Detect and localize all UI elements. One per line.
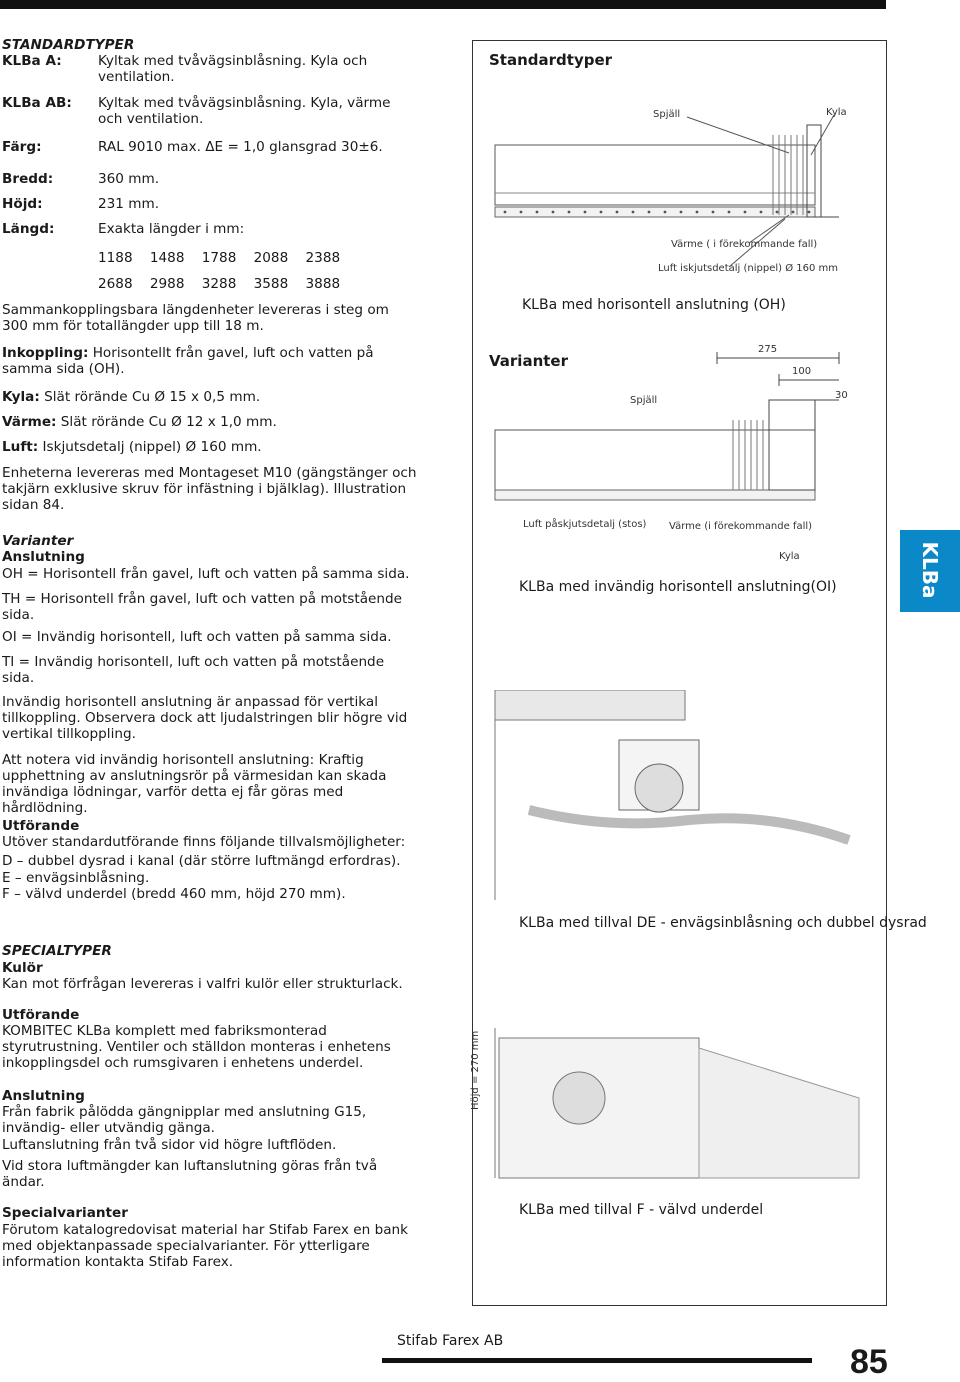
luft-nippel-label: Luft iskjutsdetalj (nippel) Ø 160 mm — [658, 263, 839, 274]
lengths-row-2: 2688 2988 3288 3588 3888 — [98, 276, 341, 292]
kyla-text: Slät rörände Cu Ø 15 x 0,5 mm. — [39, 389, 261, 405]
anslutning2-text2: Luftanslutning från två sidor vid högre luftflöden. — [2, 1137, 337, 1153]
invandig-note: Invändig horisontell anslutning är anpassad för vertikal tillkoppling. Observera dock att ljudalstringen blir högre vid vertikal tillkoppling. — [2, 694, 408, 742]
top-rule — [0, 0, 886, 9]
th-line: TH = Horisontell från gavel, luft och vatten på motstående sida. — [2, 591, 403, 623]
klba-a-label: KLBa A: — [2, 53, 62, 69]
oi-line: OI = Invändig horisontell, luft och vatten på samma sida. — [2, 629, 392, 645]
oi-diagram — [489, 340, 869, 520]
varme-paragraph — [2, 414, 418, 430]
ti-line: TI = Invändig horisontell, luft och vatten på motstående sida. — [2, 654, 385, 686]
langd-value: Exakta längder i mm: — [98, 221, 245, 237]
anslutning2-text1: Från fabrik pålödda gängnipplar med anslutning G15, invändig- eller utvändig gänga. — [2, 1104, 367, 1136]
luft-pask-label: Luft påskjutsdetalj (stos) — [523, 519, 647, 530]
utforande2-text: KOMBITEC KLBa komplett med fabriksmonterad styrutrustning. Ventiler och ställdon monteras i enhetens inkopplingsdel och rumsgivaren i enhetens underdel. — [2, 1023, 391, 1071]
standardtyper-label: Standardtyper — [489, 51, 613, 69]
footer-company: Stifab Farex AB — [397, 1333, 504, 1349]
caption-oh: KLBa med horisontell anslutning (OH) — [522, 297, 786, 313]
klba-ab-label: KLBa AB: — [2, 95, 72, 111]
bredd-label: Bredd: — [2, 171, 54, 187]
dim-30: 30 — [835, 390, 848, 401]
sammankoppling-text: Sammankopplingsbara längdenheter levereras i steg om 300 mm för totallängder upp till 18 m. — [2, 302, 389, 334]
enheterna-text: Enheterna levereras med Montageset M10 (gängstänger och takjärn exklusive skruv för infästning i bjälklag). Illustration sidan 84. — [2, 465, 417, 513]
luft-paragraph — [2, 439, 418, 455]
kyla-paragraph — [2, 389, 418, 405]
kulor-heading: Kulör — [2, 960, 43, 976]
de-illustration — [489, 690, 869, 910]
kyla-label-1: Kyla — [826, 107, 847, 118]
anslutning2-text3: Vid stora luftmängder kan luftanslutning göras från två ändar. — [2, 1158, 378, 1190]
langd-label: Längd: — [2, 221, 55, 237]
inkoppling-label: Inkoppling: — [2, 345, 89, 361]
specialvarianter-heading: Specialvarianter — [2, 1205, 128, 1221]
hojd-270-label: Höjd = 270 mm — [470, 1030, 481, 1110]
farg-label: Färg: — [2, 139, 42, 155]
luft-text: Iskjutsdetalj (nippel) Ø 160 mm. — [38, 439, 262, 455]
varme-label-2: Värme (i förekommande fall) — [669, 521, 813, 532]
hojd-label: Höjd: — [2, 196, 43, 212]
anslutning2-heading: Anslutning — [2, 1088, 85, 1104]
spjall-label-2: Spjäll — [630, 395, 658, 406]
varme-label-1: Värme ( i förekommande fall) — [671, 239, 818, 250]
side-tab — [900, 530, 960, 612]
caption-oi: KLBa med invändig horisontell anslutning(OI) — [519, 579, 837, 595]
standardtyper-heading: STANDARDTYPER — [2, 37, 135, 53]
varme-text: Slät rörände Cu Ø 12 x 1,0 mm. — [56, 414, 277, 430]
luft-label: Luft: — [2, 439, 39, 455]
utforande-heading: Utförande — [2, 818, 80, 834]
dim-275: 275 — [758, 344, 778, 355]
klba-a-value: Kyltak med tvåvägsinblåsning. Kyla och ventilation. — [98, 53, 368, 85]
kyla-label-2: Kyla — [779, 551, 800, 562]
klba-ab-value: Kyltak med tvåvägsinblåsning. Kyla, värme och ventilation. — [98, 95, 391, 127]
side-tab-label: KLBa — [918, 541, 942, 599]
bredd-value: 360 mm. — [98, 171, 160, 187]
hojd-value: 231 mm. — [98, 196, 160, 212]
farg-value: RAL 9010 max. ΔE = 1,0 glansgrad 30±6. — [98, 139, 383, 155]
kulor-text: Kan mot förfrågan levereras i valfri kulör eller strukturlack. — [2, 976, 403, 992]
inkoppling-text: Horisontellt från gavel, luft och vatten på samma sida (OH). — [2, 345, 374, 377]
specialvarianter-text: Förutom katalogredovisat material har Stifab Farex en bank med objektanpassade specialvarianter. För ytterligare information kontakta Stifab Farex. — [2, 1222, 409, 1270]
kyla-label: Kyla: — [2, 389, 40, 405]
f-illustration — [489, 1028, 869, 1198]
att-notera-text: Att notera vid invändig horisontell anslutning: Kraftig upphettning av anslutningsrör på värmesidan kan skada invändiga lödningar, varför detta ej får göras med hårdlödning. — [2, 752, 387, 816]
footer-rule — [382, 1358, 812, 1363]
inkoppling-paragraph — [2, 345, 418, 377]
specialtyper-heading: SPECIALTYPER — [2, 943, 112, 959]
varianter-label: Varianter — [489, 352, 568, 370]
dim-100: 100 — [792, 366, 812, 377]
option-f: F – välvd underdel (bredd 460 mm, höjd 270 mm). — [2, 886, 346, 902]
utforande-intro: Utöver standardutförande finns följande tillvalsmöjligheter: — [2, 834, 406, 850]
caption-f: KLBa med tillval F - välvd underdel — [519, 1202, 764, 1218]
option-e: E – envägsinblåsning. — [2, 870, 150, 886]
caption-de: KLBa med tillval DE - envägsinblåsning och dubbel dysrad — [519, 915, 927, 931]
option-d: D – dubbel dysrad i kanal (där större luftmängd erfordras). — [2, 853, 401, 869]
varianter-heading: Varianter — [2, 533, 74, 549]
utforande2-heading: Utförande — [2, 1007, 80, 1023]
anslutning-heading: Anslutning — [2, 549, 85, 565]
page-number: 85 — [850, 1343, 888, 1381]
spjall-label-1: Spjäll — [653, 109, 681, 120]
lengths-row-1: 1188 1488 1788 2088 2388 — [98, 250, 341, 266]
varme-label: Värme: — [2, 414, 57, 430]
oh-line: OH = Horisontell från gavel, luft och vatten på samma sida. — [2, 566, 410, 582]
